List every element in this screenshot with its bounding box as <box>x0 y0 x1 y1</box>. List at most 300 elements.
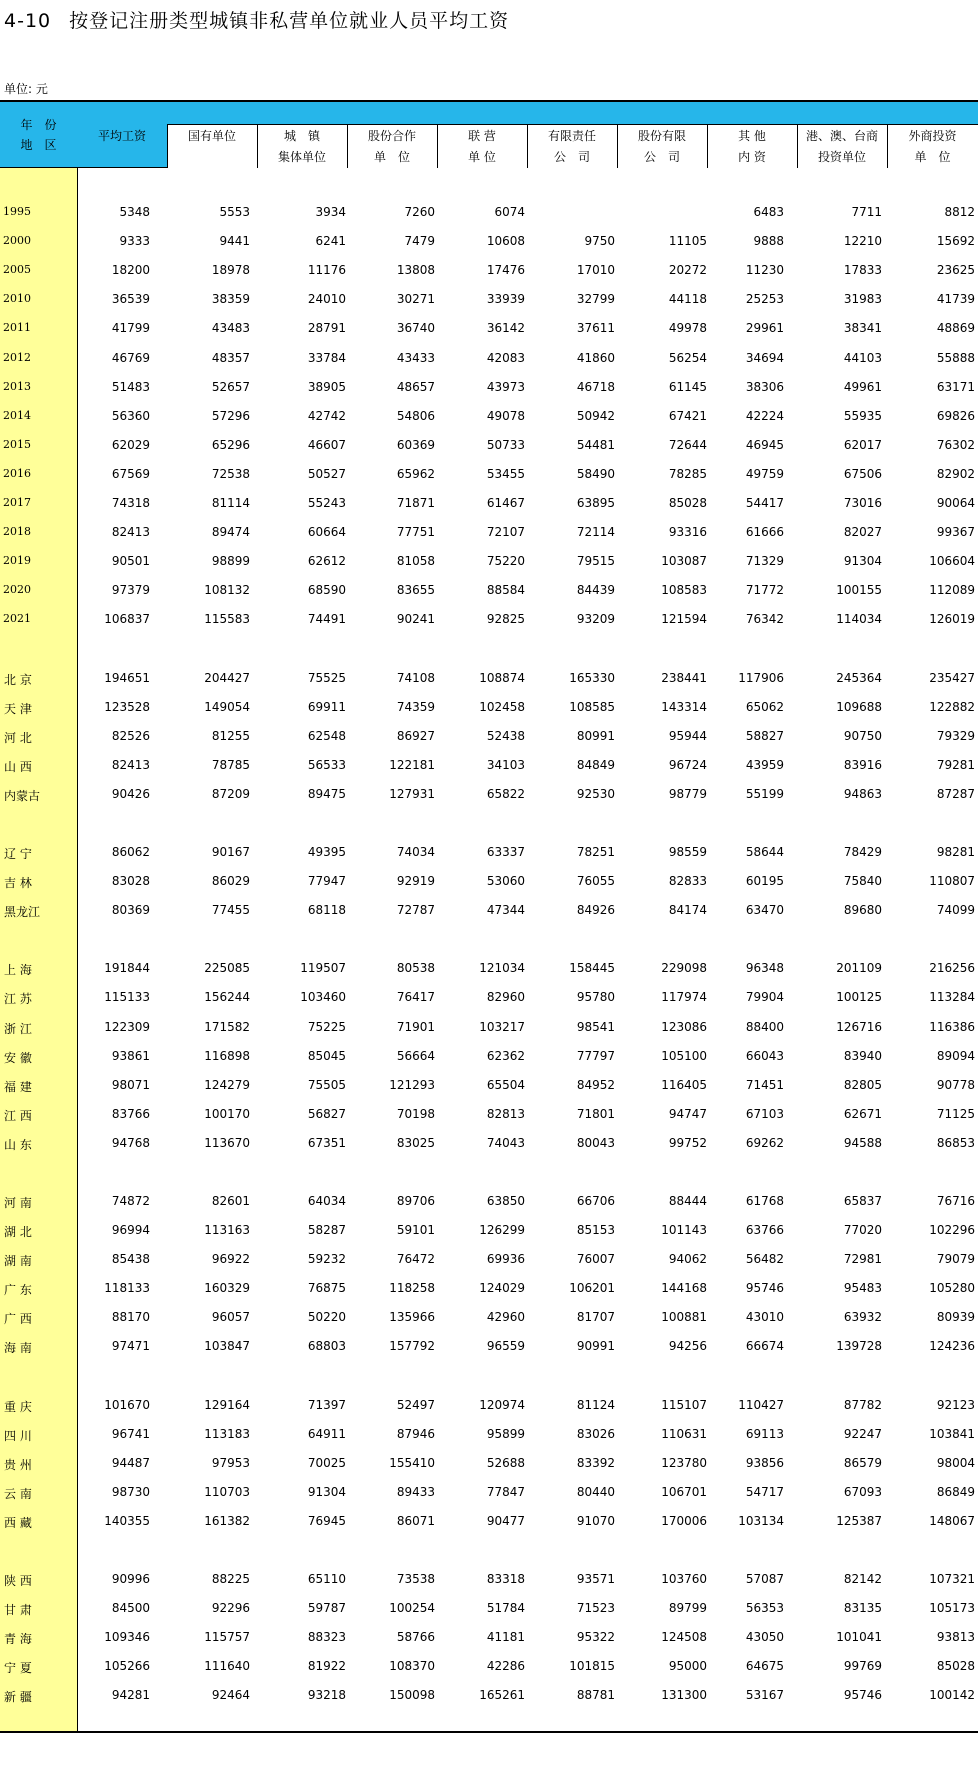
table-cell: 72644 <box>668 438 707 452</box>
table-cell: 72107 <box>486 525 525 539</box>
row-label: 2013 <box>3 380 31 393</box>
table-cell: 94863 <box>843 787 882 801</box>
table-cell: 100155 <box>836 583 882 597</box>
table-cell: 88781 <box>576 1688 615 1702</box>
table-cell: 74108 <box>396 671 435 685</box>
region-row <box>0 1568 978 1592</box>
stub-header-region: 地 区 <box>20 138 57 152</box>
table-cell: 38905 <box>307 380 346 394</box>
table-cell: 124029 <box>479 1281 525 1295</box>
table-cell: 123780 <box>661 1456 707 1470</box>
table-cell: 59101 <box>396 1223 435 1237</box>
table-cell: 96559 <box>486 1339 525 1353</box>
row-label: 福 建 <box>4 1080 32 1094</box>
table-cell: 43483 <box>211 321 250 335</box>
table-cell: 100170 <box>204 1107 250 1121</box>
table-cell: 71901 <box>396 1020 435 1034</box>
table-cell: 79515 <box>576 554 615 568</box>
table-cell: 92247 <box>843 1427 882 1441</box>
table-cell: 5553 <box>219 205 250 219</box>
table-cell: 96994 <box>111 1223 150 1237</box>
table-cell: 54481 <box>576 438 615 452</box>
table-cell: 84174 <box>668 903 707 917</box>
column-header <box>707 102 797 168</box>
table-cell: 70198 <box>396 1107 435 1121</box>
table-cell: 115757 <box>204 1630 250 1644</box>
table-cell: 30271 <box>396 292 435 306</box>
table-cell: 105100 <box>661 1049 707 1063</box>
table-cell: 101815 <box>569 1659 615 1673</box>
table-cell: 96741 <box>111 1427 150 1441</box>
row-label: 重 庆 <box>4 1400 32 1414</box>
region-row <box>0 1481 978 1505</box>
column-header <box>77 102 167 168</box>
table-cell: 50527 <box>307 467 346 481</box>
table-cell: 204427 <box>204 671 250 685</box>
table-cell: 103760 <box>661 1572 707 1586</box>
table-cell: 81124 <box>576 1398 615 1412</box>
table-cell: 94281 <box>111 1688 150 1702</box>
table-cell: 84500 <box>111 1601 150 1615</box>
table-cell: 83026 <box>576 1427 615 1441</box>
table-cell: 54417 <box>745 496 784 510</box>
row-label: 天 津 <box>4 702 32 716</box>
table-cell: 106604 <box>929 554 975 568</box>
table-cell: 94768 <box>111 1136 150 1150</box>
bottom-rule <box>0 1731 978 1733</box>
column-header-line1: 外商投资 <box>908 129 957 143</box>
table-cell: 82902 <box>936 467 975 481</box>
table-cell: 56533 <box>307 758 346 772</box>
table-number: 4-10 <box>4 10 52 32</box>
table-cell: 36740 <box>396 321 435 335</box>
table-cell: 117906 <box>738 671 784 685</box>
table-cell: 100125 <box>836 990 882 1004</box>
row-label: 浙 江 <box>4 1022 32 1036</box>
table-cell: 79329 <box>936 729 975 743</box>
table-cell: 71801 <box>576 1107 615 1121</box>
column-header-line1: 其 他 <box>738 129 766 143</box>
table-cell: 75525 <box>307 671 346 685</box>
table-cell: 49978 <box>668 321 707 335</box>
column-header-line2: 公 司 <box>553 150 590 164</box>
row-label: 山 东 <box>4 1138 32 1152</box>
table-cell: 15692 <box>936 234 975 248</box>
table-cell: 235427 <box>929 671 975 685</box>
table-cell: 82805 <box>843 1078 882 1092</box>
column-header <box>257 102 347 168</box>
table-cell: 101670 <box>104 1398 150 1412</box>
table-cell: 66043 <box>745 1049 784 1063</box>
table-cell: 94588 <box>843 1136 882 1150</box>
table-cell: 55199 <box>745 787 784 801</box>
row-label: 2019 <box>3 554 31 567</box>
table-cell: 34694 <box>745 351 784 365</box>
table-cell: 95483 <box>843 1281 882 1295</box>
table-cell: 90477 <box>486 1514 525 1528</box>
table-cell: 38359 <box>211 292 250 306</box>
table-cell: 69911 <box>307 700 346 714</box>
table-cell: 139728 <box>836 1339 882 1353</box>
table-cell: 41860 <box>576 351 615 365</box>
table-cell: 161382 <box>204 1514 250 1528</box>
column-header <box>797 102 887 168</box>
table-cell: 91304 <box>843 554 882 568</box>
table-cell: 92825 <box>486 612 525 626</box>
table-cell: 58490 <box>576 467 615 481</box>
table-cell: 125387 <box>836 1514 882 1528</box>
table-cell: 165330 <box>569 671 615 685</box>
region-row <box>0 667 978 691</box>
table-cell: 50220 <box>307 1310 346 1324</box>
table-cell: 76302 <box>936 438 975 452</box>
region-row <box>0 1074 978 1098</box>
stub-header-year: 年 份 <box>20 118 57 132</box>
region-row <box>0 1045 978 1069</box>
year-row <box>0 492 978 516</box>
table-cell: 105266 <box>104 1659 150 1673</box>
table-cell: 58766 <box>396 1630 435 1644</box>
table-cell: 32799 <box>576 292 615 306</box>
table-cell: 47344 <box>486 903 525 917</box>
table-cell: 72114 <box>576 525 615 539</box>
table-cell: 112089 <box>929 583 975 597</box>
region-row <box>0 1452 978 1476</box>
table-cell: 116386 <box>929 1020 975 1034</box>
table-cell: 94487 <box>111 1456 150 1470</box>
table-cell: 78429 <box>843 845 882 859</box>
column-header-line2: 集体单位 <box>277 150 326 164</box>
table-cell: 95322 <box>576 1630 615 1644</box>
row-label: 贵 州 <box>4 1458 32 1472</box>
table-cell: 97471 <box>111 1339 150 1353</box>
table-cell: 18200 <box>111 263 150 277</box>
table-cell: 119507 <box>300 961 346 975</box>
table-cell: 6074 <box>494 205 525 219</box>
region-row <box>0 1277 978 1301</box>
table-cell: 51483 <box>111 380 150 394</box>
table-cell: 71772 <box>745 583 784 597</box>
table-cell: 83318 <box>486 1572 525 1586</box>
table-cell: 56360 <box>111 409 150 423</box>
table-cell: 82960 <box>486 990 525 1004</box>
table-cell: 5348 <box>119 205 150 219</box>
table-cell: 48869 <box>936 321 975 335</box>
table-cell: 54806 <box>396 409 435 423</box>
table-cell: 23625 <box>936 263 975 277</box>
table-cell: 87287 <box>936 787 975 801</box>
table-cell: 57296 <box>211 409 250 423</box>
row-label: 2000 <box>3 234 31 247</box>
year-row <box>0 376 978 400</box>
table-cell: 63850 <box>486 1194 525 1208</box>
region-row <box>0 1219 978 1243</box>
table-cell: 66674 <box>745 1339 784 1353</box>
table-cell: 216256 <box>929 961 975 975</box>
table-cell: 122309 <box>104 1020 150 1034</box>
table-cell: 76945 <box>307 1514 346 1528</box>
table-cell: 77020 <box>843 1223 882 1237</box>
table-cell: 156244 <box>204 990 250 1004</box>
table-cell: 91304 <box>307 1485 346 1499</box>
table-cell: 49395 <box>307 845 346 859</box>
table-cell: 76875 <box>307 1281 346 1295</box>
table-cell: 122882 <box>929 700 975 714</box>
table-cell: 11230 <box>745 263 784 277</box>
table-cell: 65296 <box>211 438 250 452</box>
table-cell: 110807 <box>929 874 975 888</box>
table-cell: 103217 <box>479 1020 525 1034</box>
row-label: 湖 南 <box>4 1254 32 1268</box>
table-cell: 95746 <box>745 1281 784 1295</box>
table-cell: 123086 <box>661 1020 707 1034</box>
table-cell: 77947 <box>307 874 346 888</box>
table-cell: 120974 <box>479 1398 525 1412</box>
table-cell: 89433 <box>396 1485 435 1499</box>
region-row <box>0 986 978 1010</box>
table-cell: 56664 <box>396 1049 435 1063</box>
table-cell: 42286 <box>486 1659 525 1673</box>
table-cell: 165261 <box>479 1688 525 1702</box>
table-cell: 65110 <box>307 1572 346 1586</box>
table-cell: 194651 <box>104 671 150 685</box>
table-cell: 54717 <box>745 1485 784 1499</box>
row-label: 甘 肃 <box>4 1603 32 1617</box>
table-cell: 61666 <box>745 525 784 539</box>
table-cell: 84926 <box>576 903 615 917</box>
table-cell: 81922 <box>307 1659 346 1673</box>
table-cell: 76342 <box>745 612 784 626</box>
table-cell: 116405 <box>661 1078 707 1092</box>
table-cell: 105280 <box>929 1281 975 1295</box>
table-cell: 116898 <box>204 1049 250 1063</box>
table-cell: 74034 <box>396 845 435 859</box>
table-cell: 113670 <box>204 1136 250 1150</box>
table-cell: 109346 <box>104 1630 150 1644</box>
row-label: 新 疆 <box>4 1690 32 1704</box>
table-cell: 42742 <box>307 409 346 423</box>
table-cell: 89680 <box>843 903 882 917</box>
year-row <box>0 347 978 371</box>
table-cell: 99769 <box>843 1659 882 1673</box>
table-cell: 67103 <box>745 1107 784 1121</box>
table-cell: 61145 <box>668 380 707 394</box>
table-cell: 6483 <box>753 205 784 219</box>
row-label: 2011 <box>3 321 31 334</box>
table-cell: 84849 <box>576 758 615 772</box>
table-cell: 74043 <box>486 1136 525 1150</box>
table-cell: 108370 <box>389 1659 435 1673</box>
table-cell: 108583 <box>661 583 707 597</box>
table-cell: 60369 <box>396 438 435 452</box>
table-cell: 49961 <box>843 380 882 394</box>
table-cell: 97379 <box>111 583 150 597</box>
table-cell: 60195 <box>745 874 784 888</box>
table-cell: 58827 <box>745 729 784 743</box>
table-cell: 115583 <box>204 612 250 626</box>
table-cell: 127931 <box>389 787 435 801</box>
table-cell: 3934 <box>315 205 346 219</box>
table-cell: 25253 <box>745 292 784 306</box>
table-cell: 41181 <box>486 1630 525 1644</box>
table-cell: 89706 <box>396 1194 435 1208</box>
table-cell: 89799 <box>668 1601 707 1615</box>
region-row <box>0 696 978 720</box>
table-cell: 98281 <box>936 845 975 859</box>
table-cell: 81707 <box>576 1310 615 1324</box>
table-cell: 63895 <box>576 496 615 510</box>
table-cell: 90426 <box>111 787 150 801</box>
table-cell: 7260 <box>404 205 435 219</box>
table-cell: 66706 <box>576 1194 615 1208</box>
table-cell: 37611 <box>576 321 615 335</box>
table-cell: 36142 <box>486 321 525 335</box>
table-cell: 86029 <box>211 874 250 888</box>
table-cell: 17010 <box>576 263 615 277</box>
row-label: 河 南 <box>4 1196 32 1210</box>
table-cell: 99752 <box>668 1136 707 1150</box>
table-cell: 90501 <box>111 554 150 568</box>
table-cell: 101041 <box>836 1630 882 1644</box>
table-cell: 73016 <box>843 496 882 510</box>
table-cell: 93856 <box>745 1456 784 1470</box>
table-cell: 91070 <box>576 1514 615 1528</box>
table-cell: 63470 <box>745 903 784 917</box>
table-cell: 81058 <box>396 554 435 568</box>
table-cell: 80369 <box>111 903 150 917</box>
table-cell: 29961 <box>745 321 784 335</box>
table-cell: 143314 <box>661 700 707 714</box>
table-cell: 67421 <box>668 409 707 423</box>
table-cell: 57087 <box>745 1572 784 1586</box>
table-cell: 126299 <box>479 1223 525 1237</box>
table-cell: 92464 <box>211 1688 250 1702</box>
table-cell: 12210 <box>843 234 882 248</box>
table-cell: 62671 <box>843 1107 882 1121</box>
year-row <box>0 259 978 283</box>
row-label: 陕 西 <box>4 1574 32 1588</box>
table-cell: 113163 <box>204 1223 250 1237</box>
table-cell: 113183 <box>204 1427 250 1441</box>
table-cell: 71397 <box>307 1398 346 1412</box>
row-label: 2017 <box>3 496 31 509</box>
year-row <box>0 463 978 487</box>
table-cell: 82142 <box>843 1572 882 1586</box>
table-cell: 9888 <box>753 234 784 248</box>
table-cell: 52497 <box>396 1398 435 1412</box>
row-label: 宁 夏 <box>4 1661 32 1675</box>
table-cell: 95000 <box>668 1659 707 1673</box>
column-header-line2: 公 司 <box>643 150 680 164</box>
table-cell: 78251 <box>576 845 615 859</box>
table-cell: 55243 <box>307 496 346 510</box>
stub-header <box>0 102 77 168</box>
table-cell: 78285 <box>668 467 707 481</box>
table-cell: 76472 <box>396 1252 435 1266</box>
region-row <box>0 783 978 807</box>
column-header-line1: 股份合作 <box>367 129 416 143</box>
table-cell: 110427 <box>738 1398 784 1412</box>
table-cell: 105173 <box>929 1601 975 1615</box>
table-cell: 92296 <box>211 1601 250 1615</box>
row-label: 上 海 <box>4 963 32 977</box>
column-header-line1: 联 营 <box>468 129 496 143</box>
table-cell: 100881 <box>661 1310 707 1324</box>
table-cell: 96922 <box>211 1252 250 1266</box>
table-cell: 62029 <box>111 438 150 452</box>
table-cell: 98559 <box>668 845 707 859</box>
row-label: 四 川 <box>4 1429 32 1443</box>
table-cell: 102458 <box>479 700 525 714</box>
table-cell: 71451 <box>745 1078 784 1092</box>
table-cell: 80991 <box>576 729 615 743</box>
year-row <box>0 405 978 429</box>
table-cell: 62017 <box>843 438 882 452</box>
table-cell: 56827 <box>307 1107 346 1121</box>
table-cell: 82526 <box>111 729 150 743</box>
table-cell: 18978 <box>211 263 250 277</box>
table-cell: 86927 <box>396 729 435 743</box>
region-row <box>0 899 978 923</box>
table-cell: 85045 <box>307 1049 346 1063</box>
column-header-line1: 城 镇 <box>283 129 320 143</box>
table-cell: 95780 <box>576 990 615 1004</box>
table-cell: 34103 <box>486 758 525 772</box>
table-cell: 93316 <box>668 525 707 539</box>
table-cell: 17833 <box>843 263 882 277</box>
table-cell: 42960 <box>486 1310 525 1324</box>
table-cell: 111640 <box>204 1659 250 1673</box>
table-cell: 108585 <box>569 700 615 714</box>
table-cell: 75225 <box>307 1020 346 1034</box>
table-cell: 109688 <box>836 700 882 714</box>
table-cell: 56254 <box>668 351 707 365</box>
table-cell: 81255 <box>211 729 250 743</box>
table-cell: 7479 <box>404 234 435 248</box>
table-cell: 85438 <box>111 1252 150 1266</box>
table-cell: 58644 <box>745 845 784 859</box>
table-cell: 148067 <box>929 1514 975 1528</box>
table-cell: 88225 <box>211 1572 250 1586</box>
table-cell: 121594 <box>661 612 707 626</box>
table-cell: 56353 <box>745 1601 784 1615</box>
table-cell: 76716 <box>936 1194 975 1208</box>
table-cell: 65062 <box>745 700 784 714</box>
table-cell: 9750 <box>584 234 615 248</box>
table-cell: 97953 <box>211 1456 250 1470</box>
table-cell: 95944 <box>668 729 707 743</box>
table-cell: 84439 <box>576 583 615 597</box>
table-cell: 86853 <box>936 1136 975 1150</box>
table-cell: 93209 <box>576 612 615 626</box>
table-cell: 80043 <box>576 1136 615 1150</box>
table-cell: 53167 <box>745 1688 784 1702</box>
table-cell: 93571 <box>576 1572 615 1586</box>
table-cell: 87946 <box>396 1427 435 1441</box>
table-cell: 117974 <box>661 990 707 1004</box>
table-cell: 46718 <box>576 380 615 394</box>
region-row <box>0 1016 978 1040</box>
table-cell: 94256 <box>668 1339 707 1353</box>
table-cell: 114034 <box>836 612 882 626</box>
table-cell: 6241 <box>315 234 346 248</box>
table-cell: 65962 <box>396 467 435 481</box>
table-cell: 123528 <box>104 700 150 714</box>
row-label: 海 南 <box>4 1341 32 1355</box>
table-cell: 71125 <box>936 1107 975 1121</box>
row-label: 江 西 <box>4 1109 32 1123</box>
table-cell: 79281 <box>936 758 975 772</box>
